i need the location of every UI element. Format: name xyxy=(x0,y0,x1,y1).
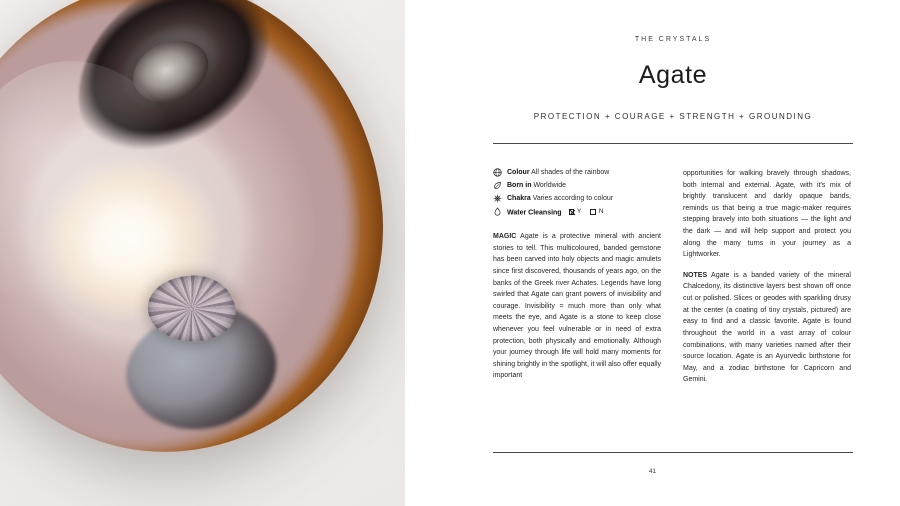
cleansing-no-label: N xyxy=(598,208,604,215)
two-column-body xyxy=(493,168,853,386)
globe-icon xyxy=(493,168,502,177)
chakra-icon xyxy=(493,194,502,203)
fact-colour xyxy=(493,168,661,179)
cleansing-yes-option[interactable] xyxy=(569,207,582,217)
magic-emphasis: and xyxy=(839,216,851,224)
leaf-icon xyxy=(493,181,502,190)
fact-list xyxy=(493,168,661,219)
page-title: Agate xyxy=(638,61,708,89)
fact-label: Water Cleansing xyxy=(507,209,562,217)
notes-text: Agate is a banded variety of the mineral Chalcedony, its distinctive layers best shown off once cut or polished. Slices or geodes with sparkling drusy at the center (a coating of tiny crystals, pictured) are easy to find and a classic favorite. Agate is found throughout the world in a vast array of colour combinations, with many varieties named after their source location. Agate is an Ayurvedic birthstone for May, and a zodiac birthstone for Capricorn and Gemini. xyxy=(683,271,851,384)
fact-value: Worldwide xyxy=(533,182,567,189)
notes-label: NOTES xyxy=(683,271,708,279)
magic-paragraph xyxy=(493,231,661,382)
magic-continued-text: opportunities for walking bravely through shadows, both internal and external. Agate, with it's mix of brightly translucent and darkly opaque bands, reminds us that being a true magic-maker requires stepping bravely into both situations — the light xyxy=(683,170,851,224)
fact-chakra xyxy=(493,194,661,205)
checkbox-yes[interactable] xyxy=(569,209,575,215)
fact-label: Chakra xyxy=(507,195,531,202)
magic-continued-end: the dark — and will help support and protect you along the many turns in your journey as a Lightworker. xyxy=(683,228,851,259)
fact-born-in xyxy=(493,181,661,192)
fact-water-cleansing xyxy=(493,207,661,219)
fact-value: Varies according to colour xyxy=(532,195,614,202)
column-right xyxy=(683,168,851,386)
photo-page xyxy=(0,0,405,506)
cleansing-yes-label: Y xyxy=(577,208,582,215)
notes-paragraph xyxy=(683,270,851,386)
fact-value: All shades of the rainbow xyxy=(531,169,610,176)
magic-text: Agate is a protective mineral with ancient stories to tell. This multicoloured, banded gemstone has been carved into holy objects and magic amulets since first discovered, thousands of years ago, on the banks of the Greek river Achates. Legends have long swirled that Agate can grant powers of invisibility and courage. Invisibility = much more than only what meets the eye, and Agate is a stone to keep close whenever you feel vulnerable or in need of extra protection, both physically and emotionally. Although your journey through life will hold many moments for shining brightly in the spotlight, it will also offer equally important xyxy=(493,233,661,380)
water-cleansing-options xyxy=(569,207,604,217)
drop-icon xyxy=(493,207,502,216)
text-page xyxy=(405,0,900,506)
magic-paragraph-continued xyxy=(683,168,851,261)
page-content xyxy=(493,36,853,386)
page-number: 41 xyxy=(648,468,657,475)
column-left xyxy=(493,168,661,386)
divider-bottom xyxy=(493,452,853,453)
magic-label: MAGIC xyxy=(493,233,517,241)
cleansing-no-option[interactable] xyxy=(590,207,603,217)
divider-top xyxy=(493,143,853,144)
checkbox-no[interactable] xyxy=(590,209,596,215)
fact-label: Born in xyxy=(507,182,532,189)
page-subtitle: PROTECTION + COURAGE + STRENGTH + GROUNDING xyxy=(533,112,813,121)
running-head: THE CRYSTALS xyxy=(634,36,712,43)
fact-label: Colour xyxy=(507,169,530,176)
